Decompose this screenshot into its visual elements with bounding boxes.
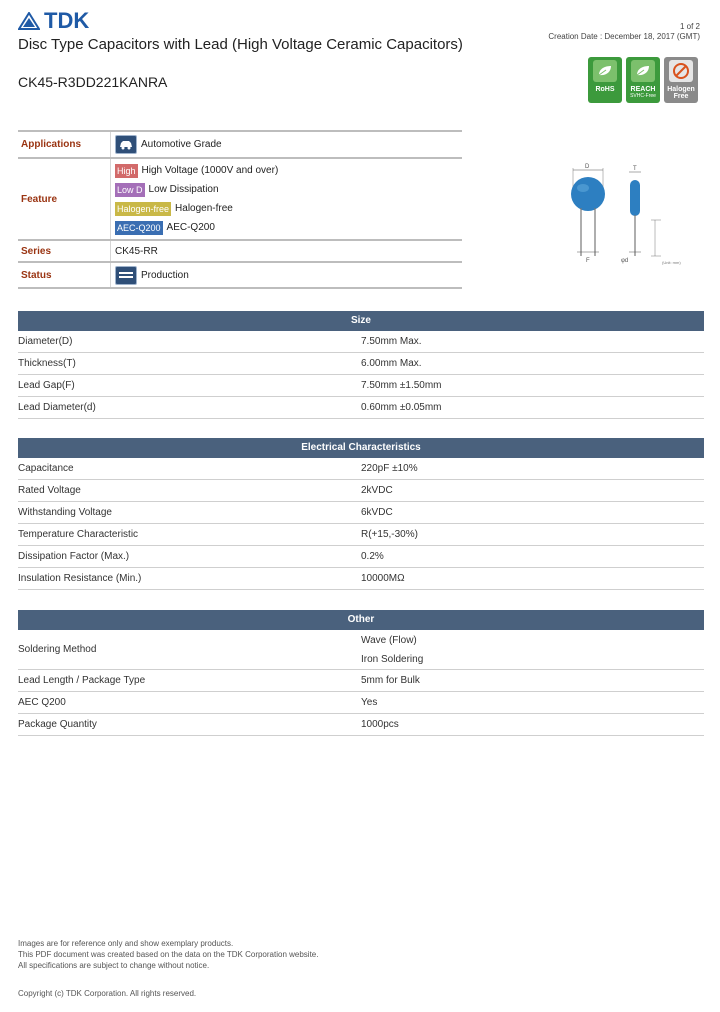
- table-row: [18, 692, 704, 714]
- property-value: [361, 546, 704, 567]
- value-line: Wave (Flow): [361, 634, 417, 646]
- value-line: 220pF ±10%: [361, 463, 418, 474]
- other-section: [18, 610, 704, 736]
- table-row: [18, 670, 704, 692]
- property-value: [361, 397, 704, 418]
- value-line: Yes: [361, 697, 378, 708]
- feature-tag-low-d: Low D: [117, 184, 143, 195]
- property-name: AEC Q200: [18, 697, 66, 708]
- page-number: 1 of 2: [679, 22, 700, 31]
- product-summary: [18, 130, 462, 289]
- property-name: Temperature Characteristic: [18, 529, 139, 540]
- electrical-heading: Electrical Characteristics: [18, 438, 704, 458]
- property-value: [361, 353, 704, 374]
- value-line: 6.00mm Max.: [361, 358, 422, 369]
- page-title: Disc Type Capacitors with Lead (High Voltage Ceramic Capacitors): [18, 36, 463, 53]
- property-value: [361, 480, 704, 501]
- part-number: CK45-R3DD221KANRA: [18, 74, 168, 90]
- halogen-free-badge: [664, 57, 698, 103]
- tdk-logo-icon: [18, 12, 40, 30]
- reach-badge: [626, 57, 660, 103]
- feature-item: [115, 161, 462, 180]
- diagram-label-phi-d: φd: [621, 258, 629, 264]
- feature-text: Halogen-free: [175, 203, 233, 214]
- halogen-free-icon: [669, 60, 693, 82]
- table-row: [18, 714, 704, 736]
- value-line: 7.50mm ±1.50mm: [361, 380, 442, 391]
- property-name: Package Quantity: [18, 719, 97, 730]
- reach-sub-label: SVHC-Free: [630, 93, 656, 99]
- diagram-label-d: D: [585, 164, 590, 170]
- other-heading: Other: [18, 610, 704, 630]
- status-row: [18, 261, 462, 289]
- applications-value: Automotive Grade: [141, 139, 222, 150]
- property-value: [361, 568, 704, 589]
- applications-row: [18, 130, 462, 157]
- production-status-icon: [115, 266, 137, 285]
- value-line: 10000MΩ: [361, 573, 405, 584]
- dimension-diagram: [555, 160, 705, 270]
- property-name: Lead Gap(F): [18, 380, 75, 391]
- status-label: Status: [21, 269, 52, 281]
- property-value: [361, 502, 704, 523]
- property-value: [361, 692, 704, 713]
- feature-item: [115, 218, 462, 237]
- halogen-sub-label: Free: [673, 93, 689, 100]
- feature-item: [115, 199, 462, 218]
- car-icon: [115, 135, 137, 154]
- property-value: [361, 670, 704, 691]
- property-name: Rated Voltage: [18, 485, 81, 496]
- property-value: [361, 458, 704, 479]
- logo-text: TDK: [44, 8, 90, 33]
- property-value: [361, 524, 704, 545]
- feature-tag-high: High: [117, 165, 136, 176]
- page-info: [548, 22, 700, 42]
- value-line: 1000pcs: [361, 719, 399, 730]
- feature-label: Feature: [21, 193, 58, 205]
- capacitor-drawing: [555, 160, 705, 270]
- table-row: [18, 331, 704, 353]
- property-value: [361, 331, 704, 352]
- value-line: 0.2%: [361, 551, 384, 562]
- footer-line: All specifications are subject to change without notice.: [18, 961, 210, 970]
- property-name: Lead Diameter(d): [18, 402, 96, 413]
- feature-tag-aec-q200: AEC-Q200: [117, 222, 161, 233]
- table-row: [18, 397, 704, 419]
- feature-tag-halogen-free: Halogen-free: [117, 203, 170, 214]
- table-row: [18, 630, 704, 670]
- size-section: [18, 311, 704, 419]
- value-line: 7.50mm Max.: [361, 336, 422, 347]
- table-row: [18, 502, 704, 524]
- property-value: [361, 714, 704, 735]
- diagram-label-t: T: [633, 166, 637, 172]
- property-value: [361, 375, 704, 396]
- property-name: Diameter(D): [18, 336, 73, 347]
- table-row: [18, 546, 704, 568]
- feature-row: [18, 157, 462, 239]
- property-name: Soldering Method: [18, 644, 97, 655]
- value-line: Iron Soldering: [361, 653, 424, 665]
- property-name: Thickness(T): [18, 358, 76, 369]
- table-row: [18, 524, 704, 546]
- series-row: [18, 239, 462, 261]
- compliance-badges: [588, 57, 698, 103]
- creation-date: Creation Date : December 18, 2017 (GMT): [548, 32, 700, 41]
- property-value: [361, 630, 704, 669]
- rohs-label: RoHS: [595, 86, 615, 93]
- feature-item: [115, 180, 462, 199]
- table-row: [18, 458, 704, 480]
- value-line: 0.60mm ±0.05mm: [361, 402, 442, 413]
- table-row: [18, 568, 704, 590]
- footer-line: Images are for reference only and show exemplary products.: [18, 939, 234, 948]
- series-label: Series: [21, 245, 52, 257]
- property-name: Lead Length / Package Type: [18, 675, 146, 686]
- property-name: Dissipation Factor (Max.): [18, 551, 130, 562]
- diagram-caption: (Unit: mm): [662, 260, 681, 265]
- value-line: 6kVDC: [361, 507, 393, 518]
- applications-label: Applications: [21, 139, 82, 150]
- electrical-section: [18, 438, 704, 590]
- footer-line: This PDF document was created based on the data on the TDK Corporation website.: [18, 950, 319, 959]
- copyright: Copyright (c) TDK Corporation. All rights reserved.: [18, 989, 197, 998]
- table-row: [18, 375, 704, 397]
- other-rows: [18, 630, 704, 736]
- feature-text: Low Dissipation: [148, 184, 219, 195]
- feature-text: AEC-Q200: [166, 222, 215, 233]
- value-line: 2kVDC: [361, 485, 393, 496]
- value-line: 5mm for Bulk: [361, 675, 420, 686]
- property-name: Insulation Resistance (Min.): [18, 573, 142, 584]
- electrical-rows: [18, 458, 704, 590]
- size-rows: [18, 331, 704, 419]
- value-line: R(+15,-30%): [361, 529, 418, 540]
- series-value: CK45-RR: [115, 245, 158, 257]
- leaf-icon: [593, 60, 617, 82]
- tdk-logo: [18, 10, 89, 32]
- feature-text: High Voltage (1000V and over): [141, 165, 279, 176]
- table-row: [18, 353, 704, 375]
- property-name: Withstanding Voltage: [18, 507, 112, 518]
- size-heading: Size: [18, 311, 704, 331]
- reach-label: REACH: [630, 86, 656, 93]
- status-value: Production: [141, 269, 189, 281]
- halogen-label: Halogen: [667, 86, 695, 93]
- leaf-icon: [631, 60, 655, 82]
- footer-notes: [18, 938, 318, 971]
- rohs-badge: [588, 57, 622, 103]
- property-name: Capacitance: [18, 463, 74, 474]
- table-row: [18, 480, 704, 502]
- diagram-label-f: F: [586, 258, 590, 264]
